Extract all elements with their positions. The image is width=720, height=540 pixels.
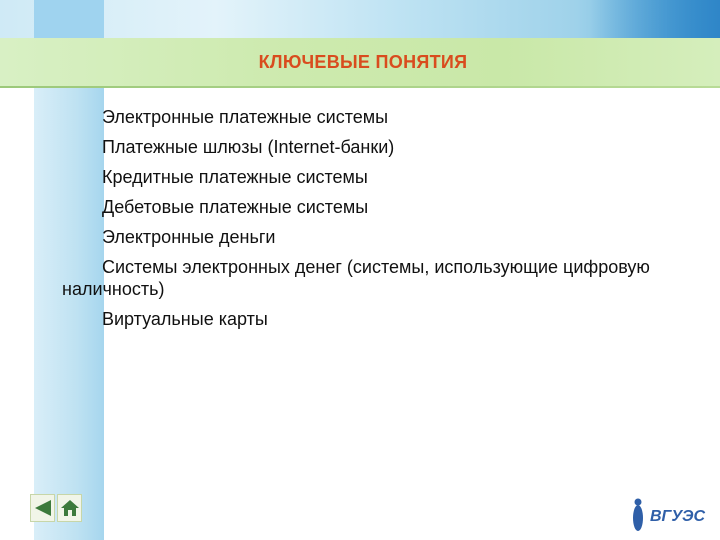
list-item: Виртуальные карты [102, 309, 268, 329]
top-decor-bar-accent [590, 0, 720, 38]
list-item: Электронные деньги [102, 227, 276, 247]
title-underline [0, 86, 720, 88]
home-button[interactable] [57, 494, 82, 522]
list-item: Кредитные платежные системы [102, 167, 368, 187]
page-title: КЛЮЧЕВЫЕ ПОНЯТИЯ [258, 52, 468, 72]
logo-text: ВГУЭС [650, 508, 706, 525]
home-icon [60, 499, 80, 517]
logo-emblem-icon [626, 494, 710, 534]
list-item: Системы электронных денег (системы, использующие цифровую наличность) [62, 257, 650, 299]
list-item: Электронные платежные системы [102, 107, 389, 127]
back-button[interactable] [30, 494, 55, 522]
concept-list [62, 102, 662, 334]
left-decor-strip-top [34, 0, 104, 38]
arrow-left-icon [33, 499, 53, 517]
list-item: Дебетовые платежные системы [102, 197, 369, 217]
university-logo [626, 494, 710, 534]
list-item: Платежные шлюзы (Internet-банки) [102, 137, 395, 157]
slide-navigation [30, 494, 82, 522]
